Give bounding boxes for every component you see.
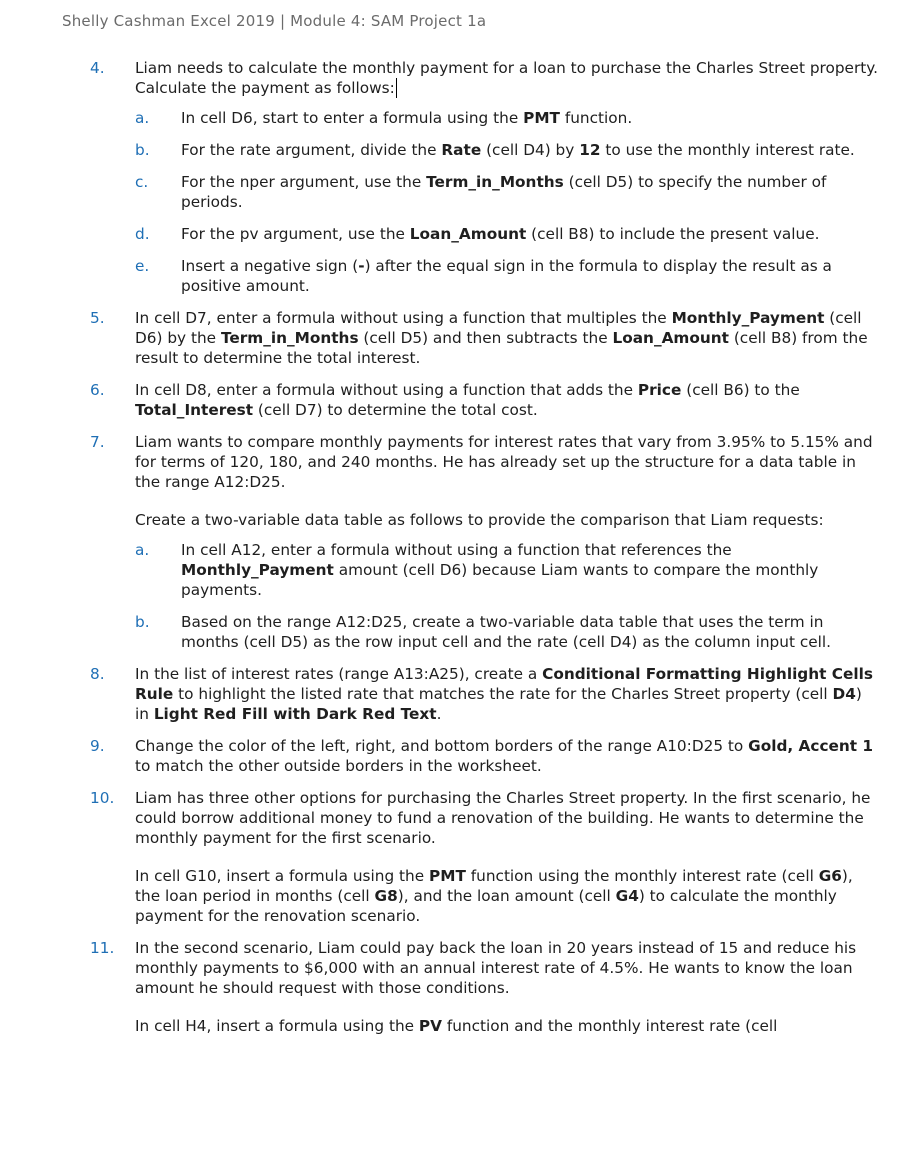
step-number: 8. — [90, 665, 105, 683]
text-run: Insert a negative sign ( — [181, 257, 359, 275]
text-run: function using the monthly interest rate (cell — [465, 867, 819, 885]
text-run: In the list of interest rates (range A13:A25), create a — [135, 665, 543, 683]
step-body — [135, 380, 880, 420]
substep-4d — [135, 224, 880, 244]
step-6 — [90, 380, 880, 420]
substep-text — [181, 140, 880, 160]
step-10 — [90, 788, 880, 926]
step-8 — [90, 664, 880, 724]
text-run: In cell A12, enter a formula without using a function that references the — [181, 541, 732, 559]
substep-letter: c. — [135, 173, 149, 191]
step-number: 10. — [90, 789, 115, 807]
substep-letter: b. — [135, 613, 150, 631]
step-9 — [90, 736, 880, 776]
text-run: (cell B8) from the result to determine the total interest. — [135, 329, 868, 367]
bold-term: Term_in_Months — [220, 329, 359, 347]
text-run: In cell D6, start to enter a formula using the — [181, 109, 524, 127]
substep-4e — [135, 256, 880, 296]
text-run: (cell D5) to specify the number of periods. — [181, 173, 827, 211]
text-run: Change the color of the left, right, and bottom borders of the range A10:D25 to — [135, 737, 749, 755]
bold-term: G4 — [615, 887, 639, 905]
page-header: Shelly Cashman Excel 2019 | Module 4: SAM Project 1a — [62, 12, 487, 30]
substep-text — [181, 540, 880, 600]
substep-letter: d. — [135, 225, 150, 243]
substep-letter: b. — [135, 141, 150, 159]
step-body — [135, 58, 880, 296]
step-body — [135, 664, 880, 724]
text-run: (cell B6) to the — [681, 381, 800, 399]
text-run: (cell D6) by the — [135, 309, 862, 347]
bold-term: Conditional Formatting Highlight Cells Rule — [135, 665, 873, 703]
text-run: (cell D4) by — [481, 141, 580, 159]
step-text — [135, 736, 880, 776]
step-number: 4. — [90, 59, 105, 77]
text-run: In cell H4, insert a formula using the — [135, 1017, 419, 1035]
substeps — [135, 540, 880, 652]
text-run: ), the loan period in months (cell — [135, 867, 853, 905]
text-run: Liam needs to calculate the monthly payment for a loan to purchase the Charles Street property. Calculate the payment as follows: — [135, 59, 878, 97]
step-number: 11. — [90, 939, 115, 957]
text-run: (cell B8) to include the present value. — [526, 225, 820, 243]
bold-term: G6 — [818, 867, 842, 885]
bold-term: Monthly_Payment — [671, 309, 825, 327]
text-run: In cell D7, enter a formula without using a function that multiples the — [135, 309, 672, 327]
bold-term: Loan_Amount — [409, 225, 527, 243]
text-run: (cell D7) to determine the total cost. — [253, 401, 538, 419]
step-text — [135, 866, 880, 926]
text-run: For the rate argument, divide the — [181, 141, 442, 159]
step-text — [135, 664, 880, 724]
step-text: Liam has three other options for purchasing the Charles Street property. In the first scenario, he could borrow additional money to fund a renovation of the building. He wants to determine the monthly payment for the first scenario. — [135, 789, 871, 847]
substep-letter: a. — [135, 541, 150, 559]
step-text — [135, 1016, 880, 1036]
bold-term: Gold, Accent 1 — [748, 737, 874, 755]
step-body — [135, 308, 880, 368]
bold-term: PMT — [429, 867, 466, 885]
step-number: 7. — [90, 433, 105, 451]
step-body — [135, 938, 880, 1036]
bold-term: Monthly_Payment — [181, 561, 334, 579]
substep-7a — [135, 540, 880, 600]
text-run: to use the monthly interest rate. — [600, 141, 855, 159]
substep-text: Based on the range A12:D25, create a two-variable data table that uses the term in months (cell D5) as the row input cell and the rate (cell D4) as the column input cell. — [181, 613, 831, 651]
text-run: function. — [559, 109, 633, 127]
substep-4a — [135, 108, 880, 128]
text-run: In cell G10, insert a formula using the — [135, 867, 430, 885]
substep-letter: e. — [135, 257, 150, 275]
text-run: function and the monthly interest rate (cell — [441, 1017, 778, 1035]
text-run: to highlight the listed rate that matches the rate for the Charles Street property (cell — [173, 685, 833, 703]
text-run: ), and the loan amount (cell — [397, 887, 616, 905]
text-run: For the pv argument, use the — [181, 225, 410, 243]
bold-term: - — [358, 257, 365, 275]
bold-term: Term_in_Months — [426, 173, 564, 191]
bold-term: PV — [418, 1017, 442, 1035]
bold-term: D4 — [832, 685, 856, 703]
substep-text — [181, 256, 880, 296]
text-run: amount (cell D6) because Liam wants to compare the monthly payments. — [181, 561, 819, 599]
text-run: to match the other outside borders in the worksheet. — [135, 757, 542, 775]
text-run: ) after the equal sign in the formula to display the result as a positive amount. — [181, 257, 832, 295]
text-run: In cell D8, enter a formula without using a function that adds the — [135, 381, 638, 399]
text-run: For the nper argument, use the — [181, 173, 427, 191]
step-text: Liam wants to compare monthly payments for interest rates that vary from 3.95% to 5.15% and for terms of 120, 180, and 240 months. He has already set up the structure for a data table in the range A12:D25. — [135, 433, 873, 491]
step-text: Create a two-variable data table as follows to provide the comparison that Liam requests: — [135, 511, 824, 529]
step-number: 9. — [90, 737, 105, 755]
instructions-list — [90, 58, 880, 1048]
bold-term: 12 — [579, 141, 601, 159]
text-run: ) to calculate the monthly payment for the renovation scenario. — [135, 887, 837, 925]
substep-7b — [135, 612, 880, 652]
bold-term: Loan_Amount — [612, 329, 729, 347]
text-run: . — [436, 705, 442, 723]
substep-text — [181, 108, 880, 128]
step-body — [135, 788, 880, 926]
step-text — [135, 58, 880, 98]
substeps — [135, 108, 880, 296]
text-run: ) in — [135, 685, 862, 723]
bold-term: PMT — [523, 109, 560, 127]
substep-letter: a. — [135, 109, 150, 127]
step-number: 6. — [90, 381, 105, 399]
bold-term: Rate — [441, 141, 482, 159]
substep-text — [181, 172, 880, 212]
step-11 — [90, 938, 880, 1036]
step-5 — [90, 308, 880, 368]
bold-term: Total_Interest — [135, 401, 254, 419]
step-text — [135, 380, 880, 420]
text-run: (cell D5) and then subtracts the — [358, 329, 613, 347]
step-body — [135, 432, 880, 652]
step-text: In the second scenario, Liam could pay back the loan in 20 years instead of 15 and reduce his monthly payments to $6,000 with an annual interest rate of 4.5%. He wants to know the loan amount he should request with those conditions. — [135, 939, 857, 997]
substep-4c — [135, 172, 880, 212]
substep-4b — [135, 140, 880, 160]
substep-text — [181, 224, 880, 244]
bold-term: G8 — [374, 887, 398, 905]
step-7 — [90, 432, 880, 652]
step-4 — [90, 58, 880, 296]
step-text — [135, 308, 880, 368]
text-cursor — [396, 78, 397, 98]
step-body — [135, 736, 880, 776]
bold-term: Light Red Fill with Dark Red Text — [153, 705, 437, 723]
bold-term: Price — [637, 381, 682, 399]
step-number: 5. — [90, 309, 105, 327]
